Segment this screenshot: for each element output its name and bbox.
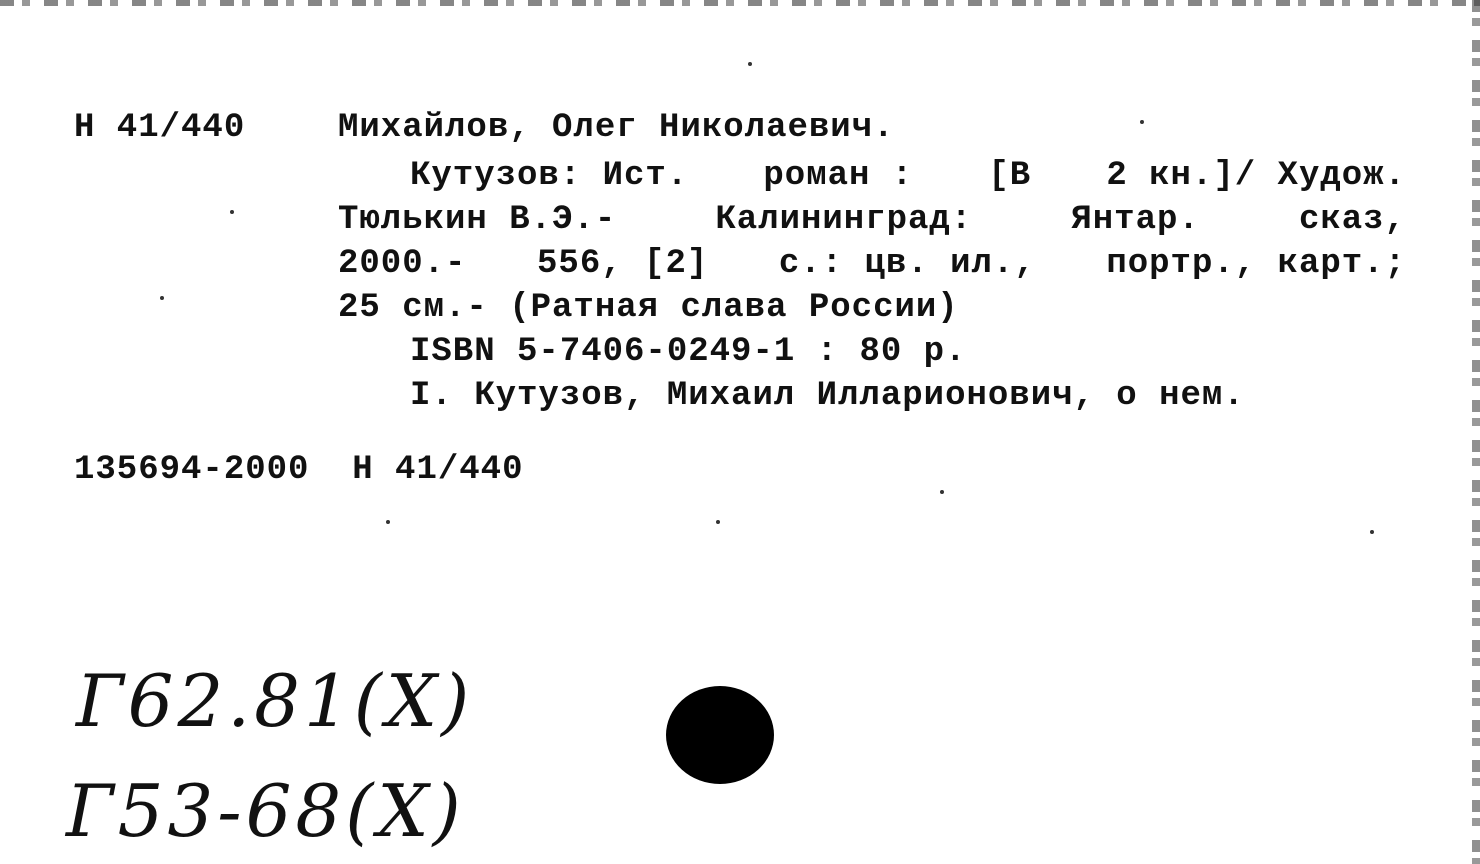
title-line <box>410 154 1406 198</box>
physical-part-2: 556, [2] <box>537 245 709 283</box>
physical-part-4: портр., карт.; <box>1106 245 1406 283</box>
speck <box>230 210 234 214</box>
physical-description-line <box>338 242 1406 286</box>
accession-number: 135694-2000 Н 41/440 <box>74 451 524 489</box>
card-top-edge <box>0 0 1480 6</box>
imprint-part-1: Тюлькин В.Э.- <box>338 201 617 239</box>
handwritten-line-1: Г62.81(Х) <box>76 659 474 743</box>
speck <box>940 490 944 494</box>
imprint-part-3: Янтар. <box>1071 201 1200 239</box>
handwritten-line-2: Г53-68(Х) <box>66 769 465 853</box>
title-part-1: Кутузов: Ист. <box>410 157 689 195</box>
title-part-2: роман : <box>763 157 914 195</box>
imprint-line <box>338 198 1406 242</box>
speck <box>1370 530 1374 534</box>
call-number: Н 41/440 <box>74 109 246 147</box>
author-heading: Михайлов, Олег Николаевич. <box>338 109 895 147</box>
speck <box>160 296 164 300</box>
speck <box>386 520 390 524</box>
imprint-part-2: Калининград: <box>715 201 973 239</box>
title-part-3: [В <box>988 157 1032 195</box>
card-right-edge <box>1472 0 1480 864</box>
physical-part-1: 2000.- <box>338 245 467 283</box>
series-line: 25 см.- (Ратная слава России) <box>338 289 959 327</box>
punch-hole <box>666 686 774 784</box>
title-part-4: 2 кн.]/ Худож. <box>1106 157 1406 195</box>
isbn-line: ISBN 5-7406-0249-1 : 80 р. <box>410 333 967 371</box>
handwritten-classification <box>56 626 516 864</box>
speck <box>716 520 720 524</box>
speck <box>1140 120 1144 124</box>
subject-heading: I. Кутузов, Михаил Илларионович, о нем. <box>410 377 1245 415</box>
physical-part-3: с.: цв. ил., <box>778 245 1036 283</box>
imprint-part-4: сказ, <box>1298 201 1406 239</box>
speck <box>748 62 752 66</box>
